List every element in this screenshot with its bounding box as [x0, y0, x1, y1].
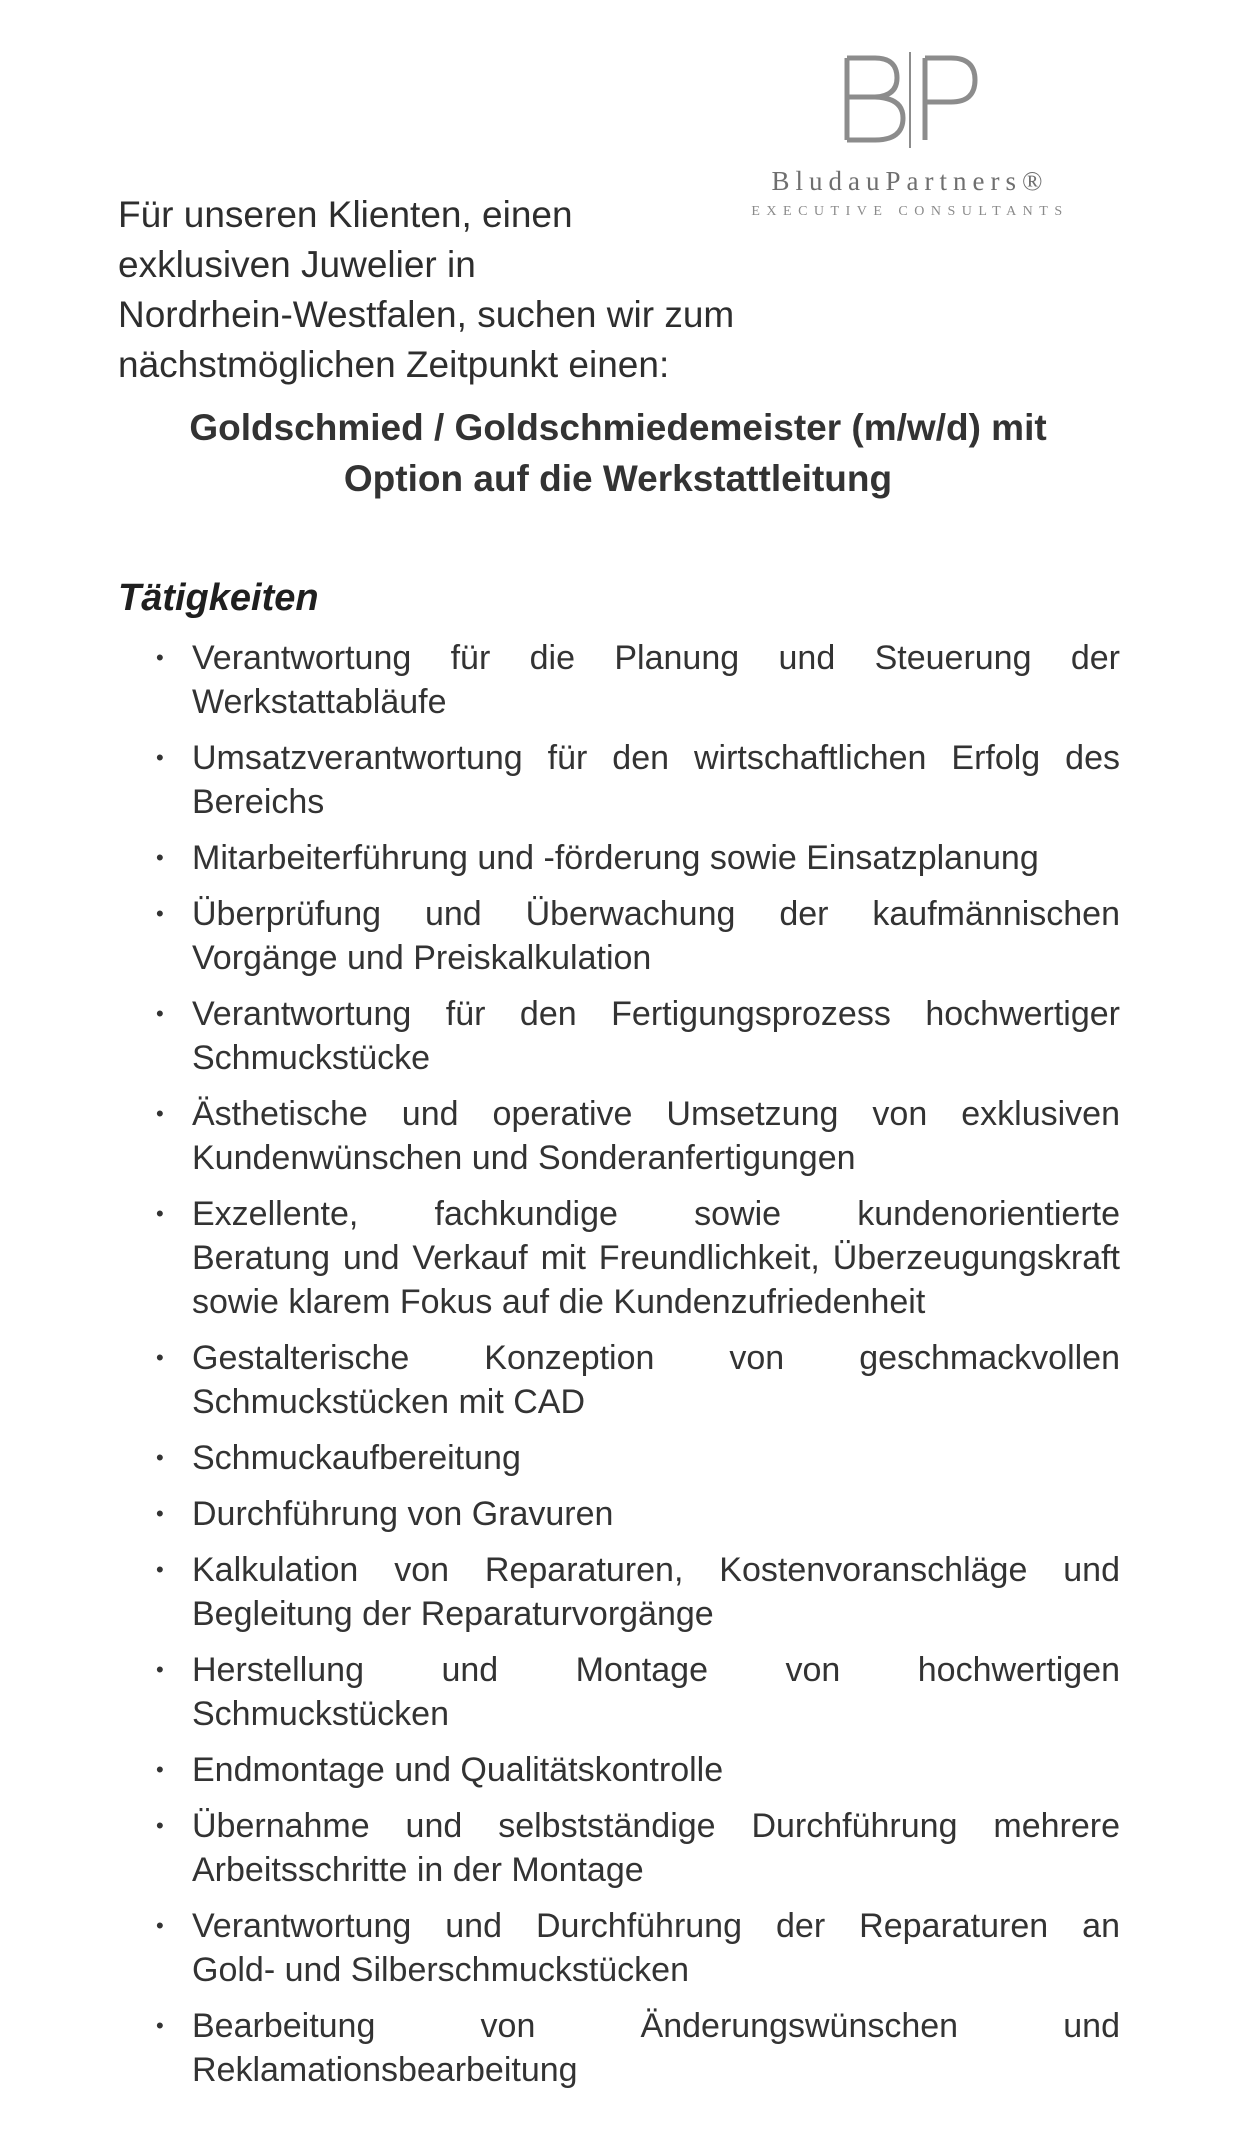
intro-line: exklusiven Juwelier in	[118, 244, 476, 285]
list-item	[152, 636, 1120, 724]
bullet-icon: •	[156, 745, 164, 770]
list-item-text: Durchführung von Gravuren	[192, 1495, 614, 1533]
list-item-text-continued: Kundenwünschen und Sonderanfertigungen	[192, 1139, 856, 1177]
list-item	[152, 1748, 1120, 1792]
bullet-icon: •	[156, 901, 164, 926]
logo-tagline: EXECUTIVE CONSULTANTS	[751, 204, 1069, 219]
bp-monogram-icon	[835, 52, 985, 148]
list-item-text: Verantwortung für den Fertigungsprozess hochwertiger	[192, 995, 1120, 1033]
bullet-icon: •	[156, 645, 164, 670]
list-item-text: Mitarbeiterführung und -förderung sowie Einsatzplanung	[192, 839, 1039, 877]
section-heading-taetigkeiten: Tätigkeiten	[118, 577, 319, 619]
job-title-line: Goldschmied / Goldschmiedemeister (m/w/d) mit	[189, 407, 1047, 448]
list-item-text-continued: Schmuckstücken	[192, 1695, 449, 1733]
list-item-text: Kalkulation von Reparaturen, Kostenvoranschläge und	[192, 1551, 1120, 1589]
logo-wordmark: BludauPartners®	[771, 166, 1049, 196]
list-item-text: Exzellente, fachkundige sowie kundenorientierte	[192, 1195, 1120, 1233]
list-item	[152, 736, 1120, 824]
list-item-text: Gestalterische Konzeption von geschmackvollen	[192, 1339, 1120, 1377]
list-item-text-continued: Bereichs	[192, 783, 325, 821]
bullet-icon: •	[156, 1757, 164, 1782]
list-item-text-continued: Schmuckstücken mit CAD	[192, 1383, 585, 1421]
list-item	[152, 1092, 1120, 1180]
bullet-icon: •	[156, 845, 164, 870]
list-item-text: Endmontage und Qualitätskontrolle	[192, 1751, 724, 1789]
list-item	[152, 1192, 1120, 1324]
bullet-icon: •	[156, 1445, 164, 1470]
list-item	[152, 1648, 1120, 1736]
list-item-text-continued: Beratung und Verkauf mit Freundlichkeit, Überzeugungskraft sowie klarem Fokus auf die Kundenzufriedenheit	[192, 1239, 1120, 1321]
list-item	[152, 2004, 1120, 2092]
bullet-icon: •	[156, 1557, 164, 1582]
bullet-icon: •	[156, 1501, 164, 1526]
list-item	[152, 836, 1120, 880]
list-item	[152, 1904, 1120, 1992]
list-item-text-continued: Werkstattabläufe	[192, 683, 447, 721]
list-item-text-continued: Arbeitsschritte in der Montage	[192, 1851, 644, 1889]
intro-line: Für unseren Klienten, einen	[118, 194, 573, 235]
bullet-icon: •	[156, 1913, 164, 1938]
job-title-line: Option auf die Werkstattleitung	[343, 458, 893, 499]
list-item-text: Herstellung und Montage von hochwertigen	[192, 1651, 1120, 1689]
bullet-icon: •	[156, 1201, 164, 1226]
list-item-text: Übernahme und selbstständige Durchführung mehrere	[192, 1807, 1120, 1845]
list-item-text: Überprüfung und Überwachung der kaufmännischen	[192, 895, 1120, 933]
list-item	[152, 1336, 1120, 1424]
list-item-text-continued: Schmuckstücke	[192, 1039, 431, 1077]
list-item-text: Verantwortung für die Planung und Steuerung der	[192, 639, 1120, 677]
task-list	[152, 636, 1120, 2104]
intro-line: Nordrhein-Westfalen, suchen wir zum	[118, 294, 735, 335]
intro-paragraph	[118, 190, 878, 390]
list-item-text: Ästhetische und operative Umsetzung von exklusiven	[192, 1095, 1120, 1133]
list-item-text: Schmuckaufbereitung	[192, 1439, 521, 1477]
list-item-text-continued: Begleitung der Reparaturvorgänge	[192, 1595, 714, 1633]
list-item	[152, 1548, 1120, 1636]
list-item	[152, 1804, 1120, 1892]
bullet-icon: •	[156, 1101, 164, 1126]
list-item	[152, 892, 1120, 980]
list-item-text-continued: Reklamationsbearbeitung	[192, 2051, 578, 2089]
bullet-icon: •	[156, 1813, 164, 1838]
bullet-icon: •	[156, 1001, 164, 1026]
bullet-icon: •	[156, 1345, 164, 1370]
list-item-text-continued: Gold- und Silberschmuckstücken	[192, 1951, 690, 1989]
list-item	[152, 1436, 1120, 1480]
intro-line: nächstmöglichen Zeitpunkt einen:	[118, 344, 670, 385]
bullet-icon: •	[156, 2013, 164, 2038]
list-item-text-continued: Vorgänge und Preiskalkulation	[192, 939, 652, 977]
list-item-text: Umsatzverantwortung für den wirtschaftlichen Erfolg des	[192, 739, 1120, 777]
list-item	[152, 992, 1120, 1080]
bullet-icon: •	[156, 1657, 164, 1682]
list-item-text: Verantwortung und Durchführung der Reparaturen an	[192, 1907, 1120, 1945]
list-item-text: Bearbeitung von Änderungswünschen und	[192, 2007, 1120, 2045]
list-item	[152, 1492, 1120, 1536]
job-title	[118, 402, 1118, 504]
